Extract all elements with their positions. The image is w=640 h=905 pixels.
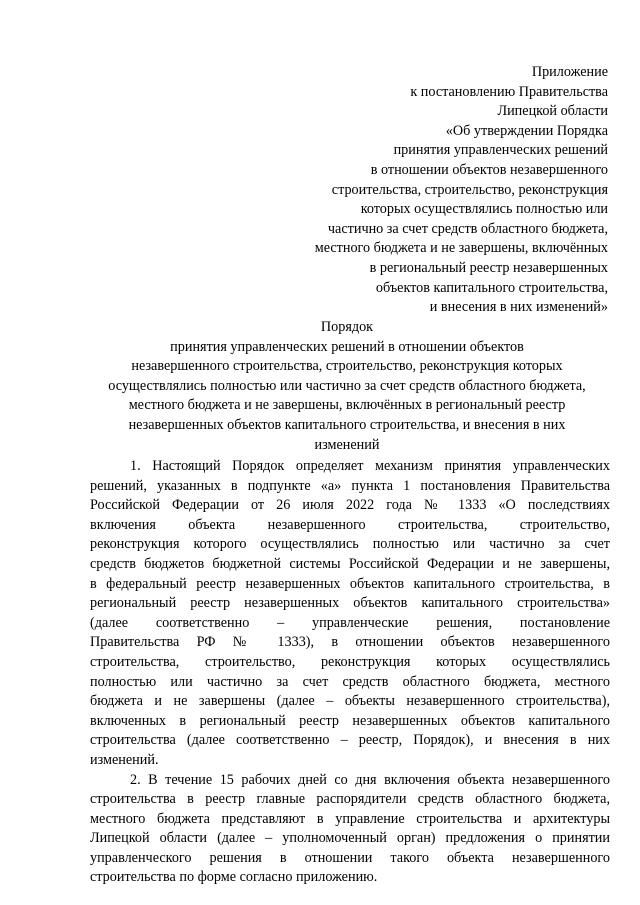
paragraph-line: Правительства РФ № 1333), в отношении объектов незавершенного [90, 634, 610, 651]
paragraph-line: строительства в реестр главные распорядители средств областного бюджета, [90, 791, 610, 808]
paragraph-line: решений, указанных в подпункте «а» пункта 1 постановления Правительства [90, 477, 610, 494]
paragraph-line: строительства, строительство, реконструкция которых осуществлялись [90, 653, 610, 670]
appendix-line: Липецкой области [497, 103, 608, 120]
appendix-line: «Об утверждении Порядка [445, 122, 608, 139]
title-heading: Порядок [320, 319, 374, 335]
paragraph-line: 1. Настоящий Порядок определяет механизм принятия управленческих [130, 458, 610, 474]
paragraph-line: региональный реестр незавершенных объектов капитального строительства» [90, 595, 610, 612]
appendix-line: в региональный реестр незавершенных [369, 259, 608, 276]
appendix-line: объектов капитального строительства, [375, 279, 608, 296]
title-line: изменений [314, 436, 380, 453]
title-line: принятия управленческих решений в отношении объектов [170, 338, 524, 355]
appendix-line: Приложение [531, 64, 608, 80]
title-line: осуществлялись полностью или частично за счет средств областного бюджета, [108, 377, 586, 394]
appendix-line: и внесения в них изменений» [429, 299, 608, 316]
appendix-line: к постановлению Правительства [410, 83, 608, 100]
paragraph-line: включения объекта незавершенного строительства, строительство, [90, 516, 610, 533]
paragraph-line: строительства (далее соответственно – реестр, Порядок), и внесения в них [90, 732, 610, 749]
paragraph-line: бюджета и не завершены (далее – объекты незавершенного строительства), [90, 693, 610, 710]
paragraph-line: реконструкция которого осуществлялись полностью или частично за счет [90, 536, 610, 553]
title-line: незавершенных объектов капитального строительства, и внесения в них [128, 416, 566, 433]
paragraph-2 [90, 771, 610, 889]
paragraph-line: средств бюджетов бюджетной системы Российской Федерации и не завершены, [90, 555, 610, 572]
paragraph-line: в федеральный реестр незавершенных объектов капитального строительства, в [90, 575, 610, 592]
paragraph-line: (далее соответственно – управленческие решения, постановление [90, 614, 610, 631]
paragraph-line: Липецкой области (далее – уполномоченный орган) предложения о принятии [90, 830, 610, 847]
paragraph-line: полностью или частично за счет средств областного бюджета, местного [90, 673, 610, 690]
document-title [87, 318, 607, 455]
appendix-line: в отношении объектов незавершенного [370, 161, 608, 178]
appendix-line: местного бюджета и не завершены, включённых [314, 240, 608, 257]
appendix-line: строительства, строительство, реконструкция [331, 181, 608, 198]
title-line: местного бюджета и не завершены, включённых в региональный реестр [128, 397, 566, 414]
paragraph-1 [90, 457, 610, 771]
paragraph-line: Российской Федерации от 26 июля 2022 года № 1333 «О последствиях [90, 497, 610, 514]
paragraph-line: местного бюджета представляют в управление строительства и архитектуры [90, 810, 610, 827]
appendix-line: принятия управленческих решений [393, 142, 608, 159]
document-body [90, 457, 610, 888]
paragraph-line: 2. В течение 15 рабочих дней со дня включения объекта незавершенного [130, 771, 610, 788]
appendix-line: частично за счет средств областного бюджета, [327, 220, 608, 237]
appendix-line: которых осуществлялись полностью или [360, 201, 608, 218]
paragraph-line: включенных в региональный реестр незавершенных объектов капитального [90, 712, 610, 729]
paragraph-line: изменений. [90, 751, 159, 768]
paragraph-line: управленческого решения в отношении такого объекта незавершенного [90, 849, 610, 866]
paragraph-line: строительства по форме согласно приложению. [90, 869, 378, 886]
appendix-header [248, 63, 608, 318]
title-line: незавершенного строительства, строительство, реконструкция которых [131, 358, 563, 375]
